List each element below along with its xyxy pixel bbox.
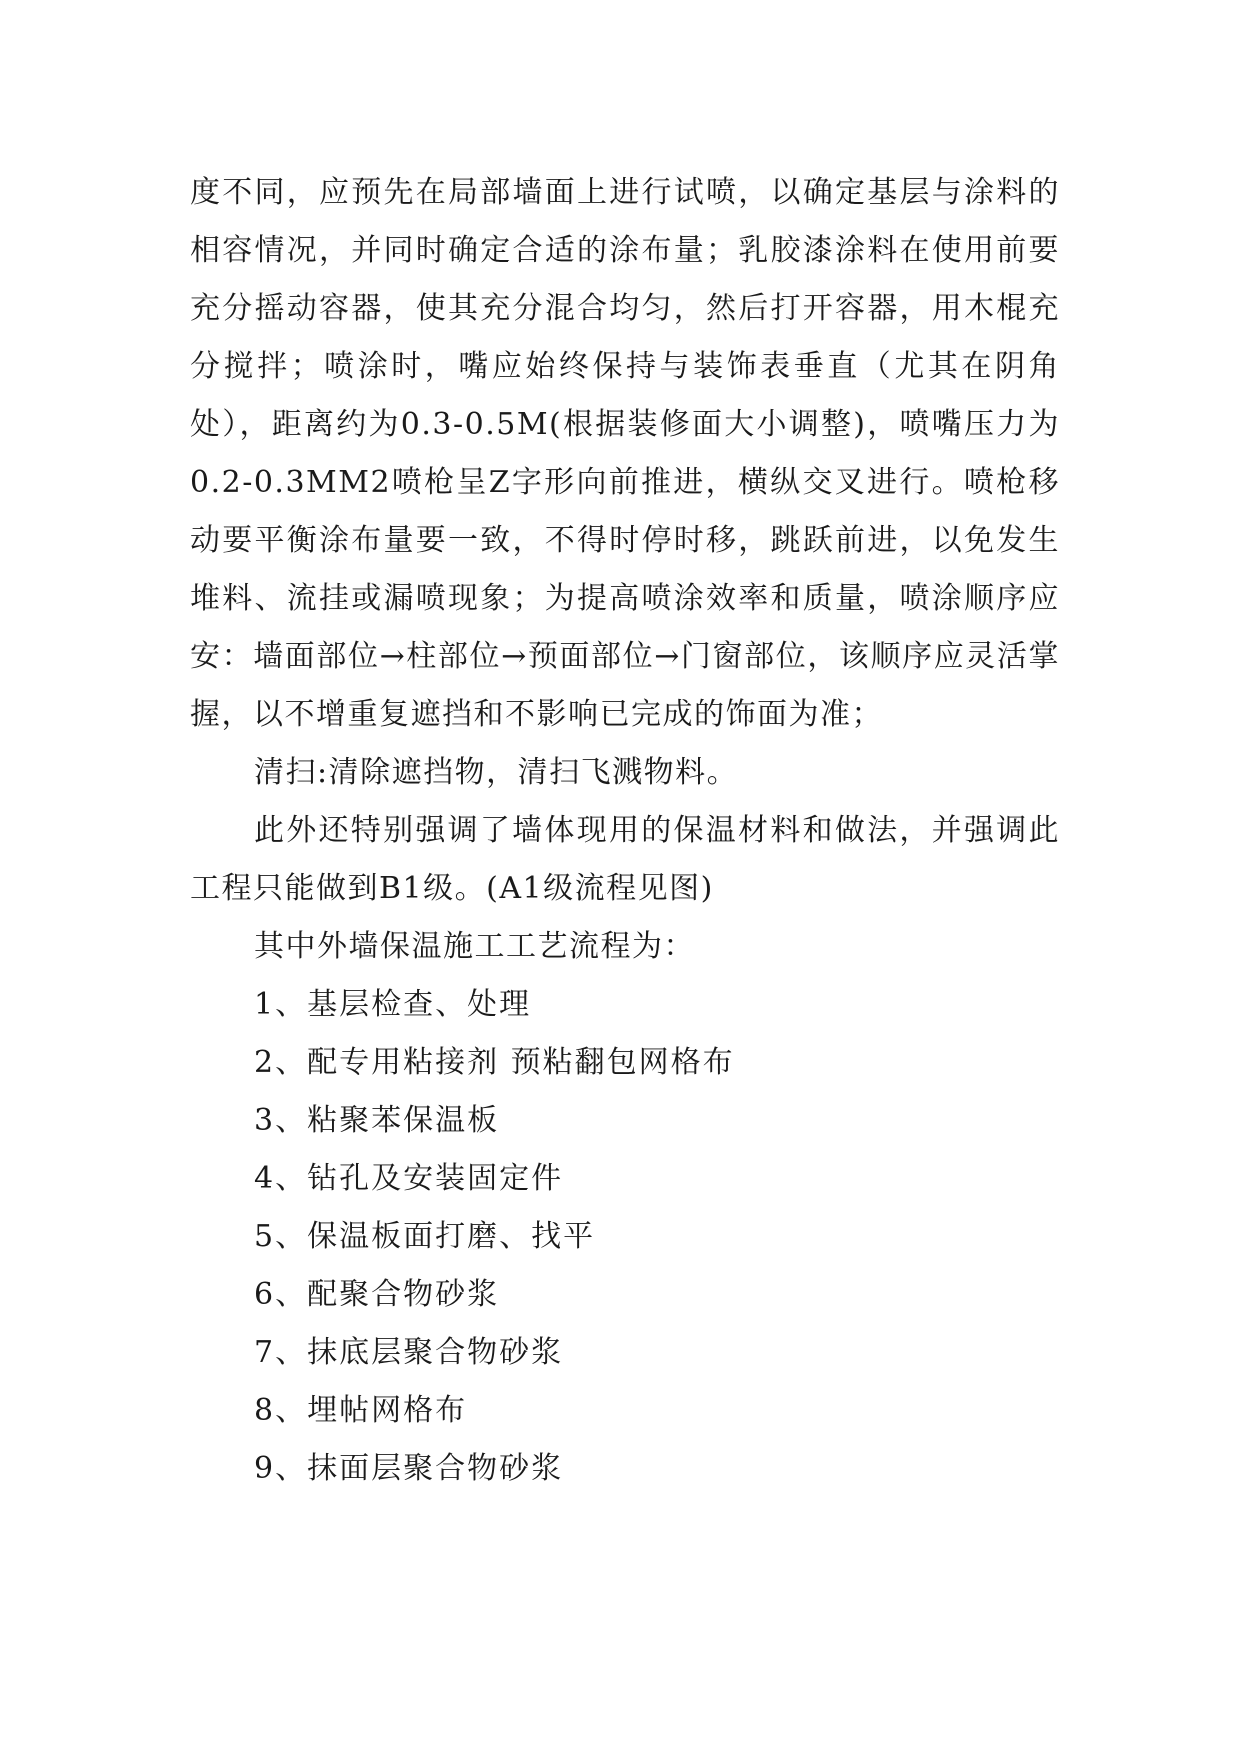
paragraph-insulation-note: 此外还特别强调了墙体现用的保温材料和做法，并强调此工程只能做到B1级。(A1级流程见图) xyxy=(190,813,1060,906)
paragraph-cleanup: 清扫:清除遮挡物，清扫飞溅物料。 xyxy=(254,755,739,790)
process-step-9: 9、抹面层聚合物砂浆 xyxy=(254,1451,564,1486)
paragraph-process-intro: 其中外墙保温施工工艺流程为： xyxy=(254,929,695,964)
process-step-8: 8、埋帖网格布 xyxy=(254,1393,468,1428)
process-step-4: 4、钻孔及安装固定件 xyxy=(254,1161,564,1196)
process-step-1: 1、基层检查、处理 xyxy=(254,987,532,1022)
paragraph-spray-instructions: 度不同，应预先在局部墙面上进行试喷，以确定基层与涂料的相容情况，并同时确定合适的涂布量；乳胶漆涂料在使用前要充分摇动容器，使其充分混合均匀，然后打开容器，用木棍充分搅拌；喷涂时，嘴应始终保持与装饰表垂直（尤其在阴角处），距离约为0.3-0.5M(根据装修面大小调整)，喷嘴压力为0.2-0.3MM2喷枪呈Z字形向前推进，横纵交叉进行。喷枪移动要平衡涂布量要一致，不得时停时移，跳跃前进，以免发生堆料、流挂或漏喷现象；为提高喷涂效率和质量，喷涂顺序应安：墙面部位→柱部位→预面部位→门窗部位，该顺序应灵活掌握，以不增重复遮挡和不影响已完成的饰面为准； xyxy=(190,175,1060,732)
process-step-5: 5、保温板面打磨、找平 xyxy=(254,1219,596,1254)
process-step-6: 6、配聚合物砂浆 xyxy=(254,1277,500,1312)
process-step-2: 2、配专用粘接剂 预粘翻包网格布 xyxy=(254,1045,735,1080)
process-step-3: 3、粘聚苯保温板 xyxy=(254,1103,500,1138)
document-body xyxy=(190,164,1060,1498)
process-step-7: 7、抹底层聚合物砂浆 xyxy=(254,1335,564,1370)
